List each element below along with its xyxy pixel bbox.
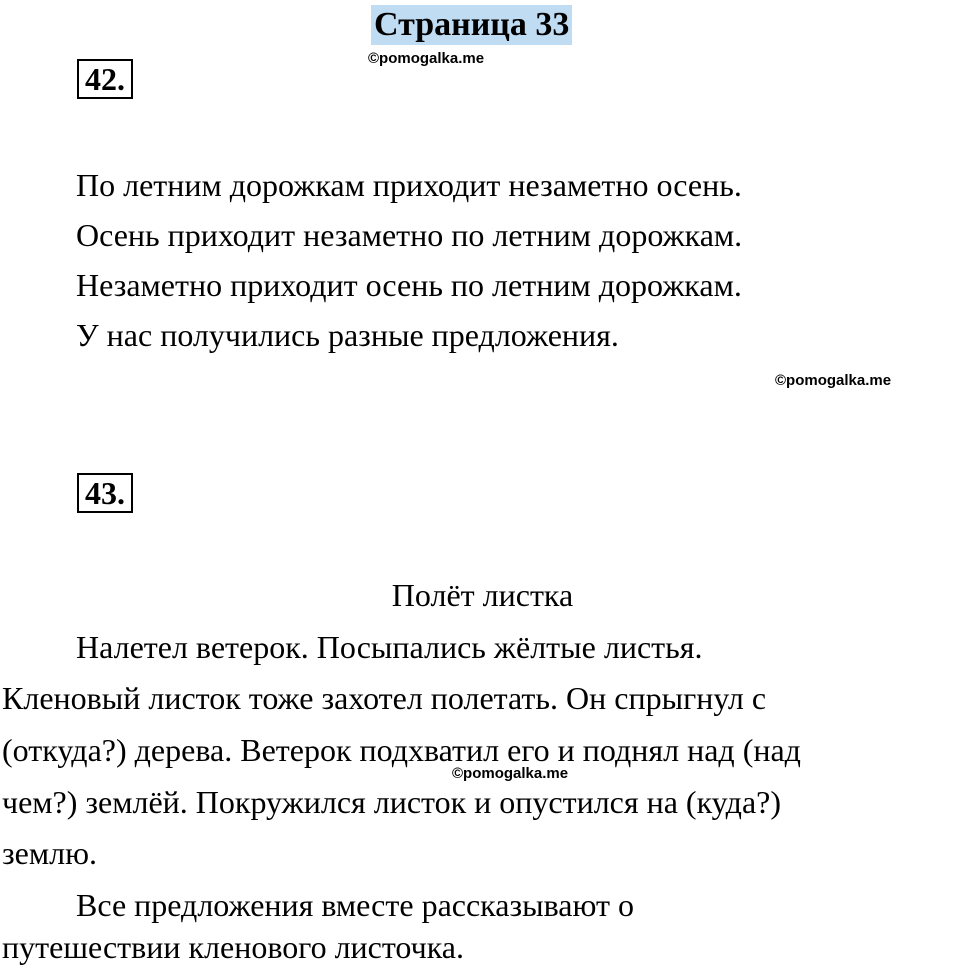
task-43-line: Все предложения вместе рассказывают о <box>76 887 634 923</box>
task-number-42: 42. <box>77 59 133 99</box>
watermark: ©pomogalka.me <box>775 372 892 389</box>
task-43-line: чем?) землёй. Покружился листок и опустился на (куда?) <box>2 784 781 820</box>
task-43-line: (откуда?) дерева. Ветерок подхватил его и поднял над (над <box>2 732 801 768</box>
task-42-line: Незаметно приходит осень по летним дорожкам. <box>76 267 742 303</box>
watermark: ©pomogalka.me <box>368 50 485 67</box>
task-43-line: Кленовый листок тоже захотел полетать. Он спрыгнул с <box>2 680 767 716</box>
page-title: Страница 33 <box>371 5 572 45</box>
task-42-line: По летним дорожкам приходит незаметно осень. <box>76 167 742 203</box>
story-title: Полёт листка <box>391 577 574 613</box>
task-42-line: У нас получились разные предложения. <box>76 317 619 353</box>
task-number-43: 43. <box>77 473 133 513</box>
task-43-line: землю. <box>2 835 97 871</box>
task-43-line: Налетел ветерок. Посыпались жёлтые листья. <box>76 629 703 665</box>
task-43-line: путешествии кленового листочка. <box>2 929 464 965</box>
watermark: ©pomogalka.me <box>452 765 569 782</box>
task-42-line: Осень приходит незаметно по летним дорожкам. <box>76 217 743 253</box>
